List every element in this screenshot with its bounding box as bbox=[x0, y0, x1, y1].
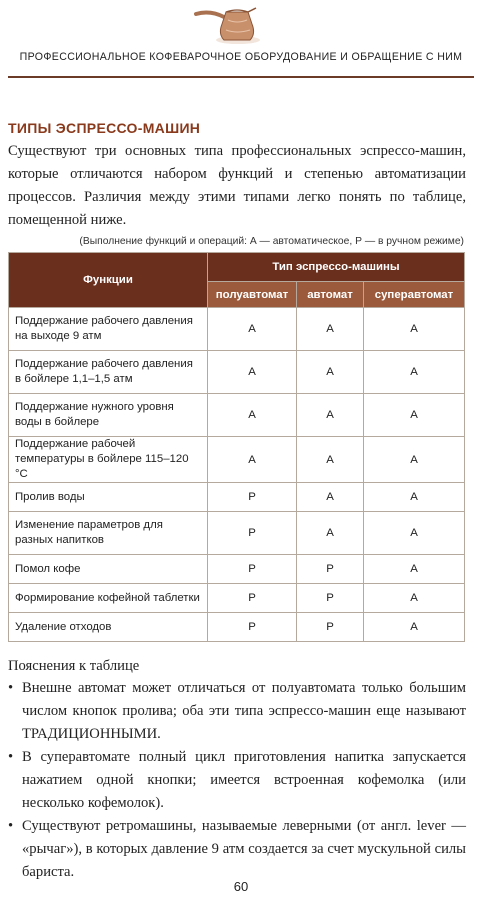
function-label: Помол кофе bbox=[9, 555, 208, 584]
semi-automatic-value: Р bbox=[208, 613, 297, 642]
list-item bbox=[8, 815, 466, 884]
note-text: Внешне автомат может отличаться от полуавтомата только большим числом кнопок пролива; оба эти типа эспрессо-машин еще называют ТРАДИЦИОННЫМИ. bbox=[22, 680, 466, 742]
automatic-value: А bbox=[297, 394, 364, 437]
table-row bbox=[9, 584, 465, 613]
section-title: ТИПЫ ЭСПРЕССО-МАШИН bbox=[8, 120, 201, 136]
semi-automatic-value: Р bbox=[208, 512, 297, 555]
super-automatic-value: А bbox=[364, 555, 465, 584]
super-automatic-value: А bbox=[364, 394, 465, 437]
page-number: 60 bbox=[233, 879, 249, 894]
header-functions: Функции bbox=[9, 253, 208, 308]
bullet-marker: • bbox=[8, 818, 14, 834]
function-label: Изменение параметров для разных напитков bbox=[9, 512, 208, 555]
automatic-value: А bbox=[297, 512, 364, 555]
function-label: Поддержание рабочего давления в бойлере 1,1–1,5 атм bbox=[9, 351, 208, 394]
bullet-marker: • bbox=[8, 749, 14, 765]
intro-paragraph: Существуют три основных типа профессиональных эспрессо-машин, которые отличаются набором функций и степенью автоматизации процессов. Различия между этими типами легко понять по таблице, помещенной ниже. bbox=[8, 143, 466, 228]
list-item bbox=[8, 677, 466, 746]
table-row bbox=[9, 394, 465, 437]
automatic-value: А bbox=[297, 437, 364, 483]
semi-automatic-value: Р bbox=[208, 555, 297, 584]
super-automatic-value: А bbox=[364, 308, 465, 351]
header-machine-type: Тип эспрессо-машины bbox=[208, 253, 465, 282]
table-row bbox=[9, 351, 465, 394]
super-automatic-value: А bbox=[364, 512, 465, 555]
function-label: Пролив воды bbox=[9, 483, 208, 512]
header-super-automatic: суперавтомат bbox=[364, 282, 465, 308]
semi-automatic-value: А bbox=[208, 437, 297, 483]
semi-automatic-value: А bbox=[208, 351, 297, 394]
header-divider bbox=[8, 76, 474, 78]
super-automatic-value: А bbox=[364, 437, 465, 483]
super-automatic-value: А bbox=[364, 351, 465, 394]
espresso-machine-types-table bbox=[8, 252, 465, 642]
semi-automatic-value: А bbox=[208, 394, 297, 437]
automatic-value: А bbox=[297, 351, 364, 394]
semi-automatic-value: Р bbox=[208, 584, 297, 613]
semi-automatic-value: Р bbox=[208, 483, 297, 512]
automatic-value: Р bbox=[297, 613, 364, 642]
automatic-value: А bbox=[297, 483, 364, 512]
table-row bbox=[9, 483, 465, 512]
note-text: Существуют ретромашины, называемые леверными (от англ. lever — «рычаг»), в которых давление 9 атм создается за счет мускульной силы бариста. bbox=[22, 818, 466, 880]
function-label: Формирование кофейной таблетки bbox=[9, 584, 208, 613]
semi-automatic-value: А bbox=[208, 308, 297, 351]
super-automatic-value: А bbox=[364, 584, 465, 613]
automatic-value: А bbox=[297, 308, 364, 351]
header-automatic: автомат bbox=[297, 282, 364, 308]
notes-title: Пояснения к таблице bbox=[8, 658, 140, 674]
cezve-coffee-pot-icon bbox=[190, 0, 280, 48]
notes-list bbox=[8, 677, 466, 884]
bullet-marker: • bbox=[8, 680, 14, 696]
function-label: Поддержание рабочей температуры в бойлере 115–120 °С bbox=[9, 437, 208, 483]
header-semi-automatic: полуавтомат bbox=[208, 282, 297, 308]
table-row bbox=[9, 555, 465, 584]
table-row bbox=[9, 613, 465, 642]
function-label: Поддержание рабочего давления на выходе 9 атм bbox=[9, 308, 208, 351]
table-row bbox=[9, 512, 465, 555]
table-legend-note: (Выполнение функций и операций: А — автоматическое, Р — в ручном режиме) bbox=[79, 236, 464, 247]
note-text: В суперавтомате полный цикл приготовления напитка запускается нажатием одной кнопки; имеется встроенная кофемолка (или несколько кофемолок). bbox=[22, 749, 466, 811]
table-row bbox=[9, 437, 465, 483]
function-label: Поддержание нужного уровня воды в бойлере bbox=[9, 394, 208, 437]
list-item bbox=[8, 746, 466, 815]
automatic-value: Р bbox=[297, 584, 364, 613]
function-label: Удаление отходов bbox=[9, 613, 208, 642]
super-automatic-value: А bbox=[364, 613, 465, 642]
table-row bbox=[9, 308, 465, 351]
super-automatic-value: А bbox=[364, 483, 465, 512]
running-header: ПРОФЕССИОНАЛЬНОЕ КОФЕВАРОЧНОЕ ОБОРУДОВАНИЕ И ОБРАЩЕНИЕ С НИМ bbox=[19, 51, 463, 63]
automatic-value: Р bbox=[297, 555, 364, 584]
